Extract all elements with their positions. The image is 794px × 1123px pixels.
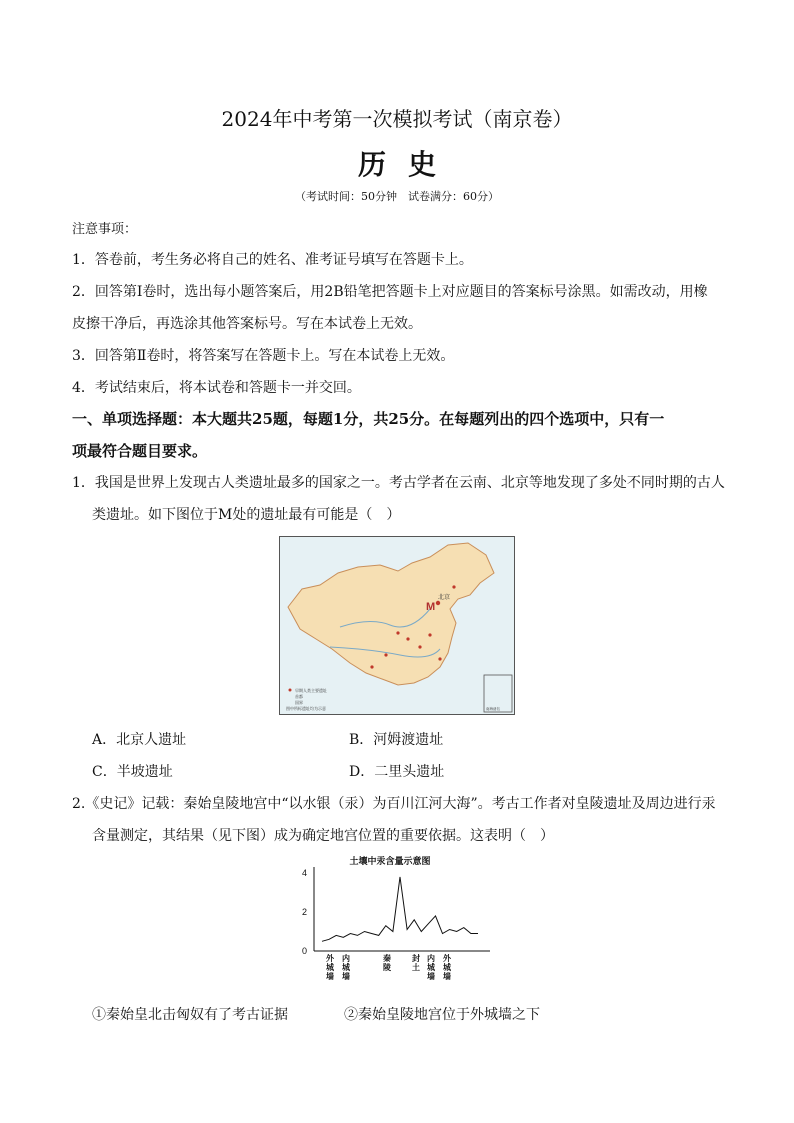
q1-stem: 1．我国是世界上发现古人类遗址最多的国家之一。考古学者在云南、北京等地发现了多处不同时期的古人	[72, 475, 725, 491]
q1-option-c: C．半坡遗址	[92, 764, 173, 780]
section-heading: 一、单项选择题：本大题共25题，每题1分，共25分。在每题列出的四个选项中，只有一	[72, 410, 665, 428]
map-legend-3: 国界	[295, 700, 303, 705]
map-legend-2: 首都	[295, 694, 303, 699]
note-item-3: 3．回答第Ⅱ卷时，将答案写在答题卡上。写在本试卷上无效。	[72, 348, 455, 364]
map-inset-label: 南海诸岛	[486, 707, 500, 711]
x-tick-label: 内城墙	[427, 953, 435, 981]
x-tick-label: 外城墙	[326, 953, 334, 981]
map-legend-4: 图中所标遗址均为示意	[286, 706, 326, 711]
site-dot	[396, 631, 399, 634]
q2-stem-cont: 含量测定，其结果（见下图）成为确定地宫位置的重要依据。这表明（ ）	[92, 828, 554, 844]
exam-meta: （考试时间：50分钟 试卷满分：60分）	[295, 190, 499, 203]
notes-heading: 注意事项：	[72, 222, 138, 237]
note-item-2: 2．回答第Ⅰ卷时，选出每小题答案后，用2B铅笔把答题卡上对应题目的答案标号涂黑。如需改动，用橡	[72, 284, 708, 300]
china-map	[280, 537, 514, 714]
china-landmass	[288, 543, 494, 685]
map-label-beijing: 北京	[438, 594, 451, 601]
mercury-series-line	[322, 877, 478, 941]
note-item-1: 1．答卷前，考生务必将自己的姓名、准考证号填写在答题卡上。	[72, 252, 473, 268]
capital-dot	[436, 601, 440, 605]
mercury-chart-figure	[292, 853, 492, 993]
site-dot	[428, 633, 431, 636]
y-tick-label: 0	[302, 946, 308, 956]
map-legend-1: 早期人类主要遗址	[295, 688, 327, 693]
site-dot	[438, 657, 441, 660]
y-tick-label: 2	[302, 907, 308, 917]
site-dot	[384, 653, 387, 656]
q1-option-b: B．河姆渡遗址	[349, 732, 444, 748]
x-tick-label: 内城墙	[342, 953, 350, 981]
q1-option-d: D．二里头遗址	[349, 764, 445, 780]
section-heading-cont: 项最符合题目要求。	[72, 442, 208, 460]
legend-site-icon	[289, 689, 292, 692]
site-dot	[418, 645, 421, 648]
q2-statement-2: ②秦始皇陵地宫位于外城墙之下	[344, 1007, 540, 1023]
site-dot	[406, 637, 409, 640]
note-item-4: 4．考试结束后，将本试卷和答题卡一并交回。	[72, 380, 361, 396]
x-tick-label: 封土	[412, 953, 420, 972]
exam-title: 2024年中考第一次模拟考试（南京卷）	[221, 107, 573, 131]
x-tick-label: 秦陵	[383, 953, 391, 972]
q2-statement-1: ①秦始皇北击匈奴有了考古证据	[92, 1007, 288, 1023]
chart-title: 土壤中汞含量示意图	[349, 857, 431, 867]
y-tick-label: 4	[302, 868, 308, 878]
map-marker-m: M	[426, 601, 436, 613]
note-item-2-cont: 皮擦干净后，再选涂其他答案标号。写在本试卷上无效。	[72, 316, 422, 332]
q1-option-a: A．北京人遗址	[92, 732, 187, 748]
site-dot	[452, 585, 455, 588]
q2-stem: 2.《史记》记载：秦始皇陵地宫中“以水银（汞）为百川江河大海”。考古工作者对皇陵遗址及周边进行汞	[72, 796, 716, 812]
subject-title: 历史	[357, 148, 458, 181]
x-tick-label: 外城墙	[443, 953, 451, 981]
china-map-figure	[279, 536, 515, 715]
q1-stem-cont: 类遗址。如下图位于M处的遗址最有可能是（ ）	[92, 507, 401, 523]
mercury-chart	[292, 853, 492, 993]
site-dot	[370, 665, 373, 668]
